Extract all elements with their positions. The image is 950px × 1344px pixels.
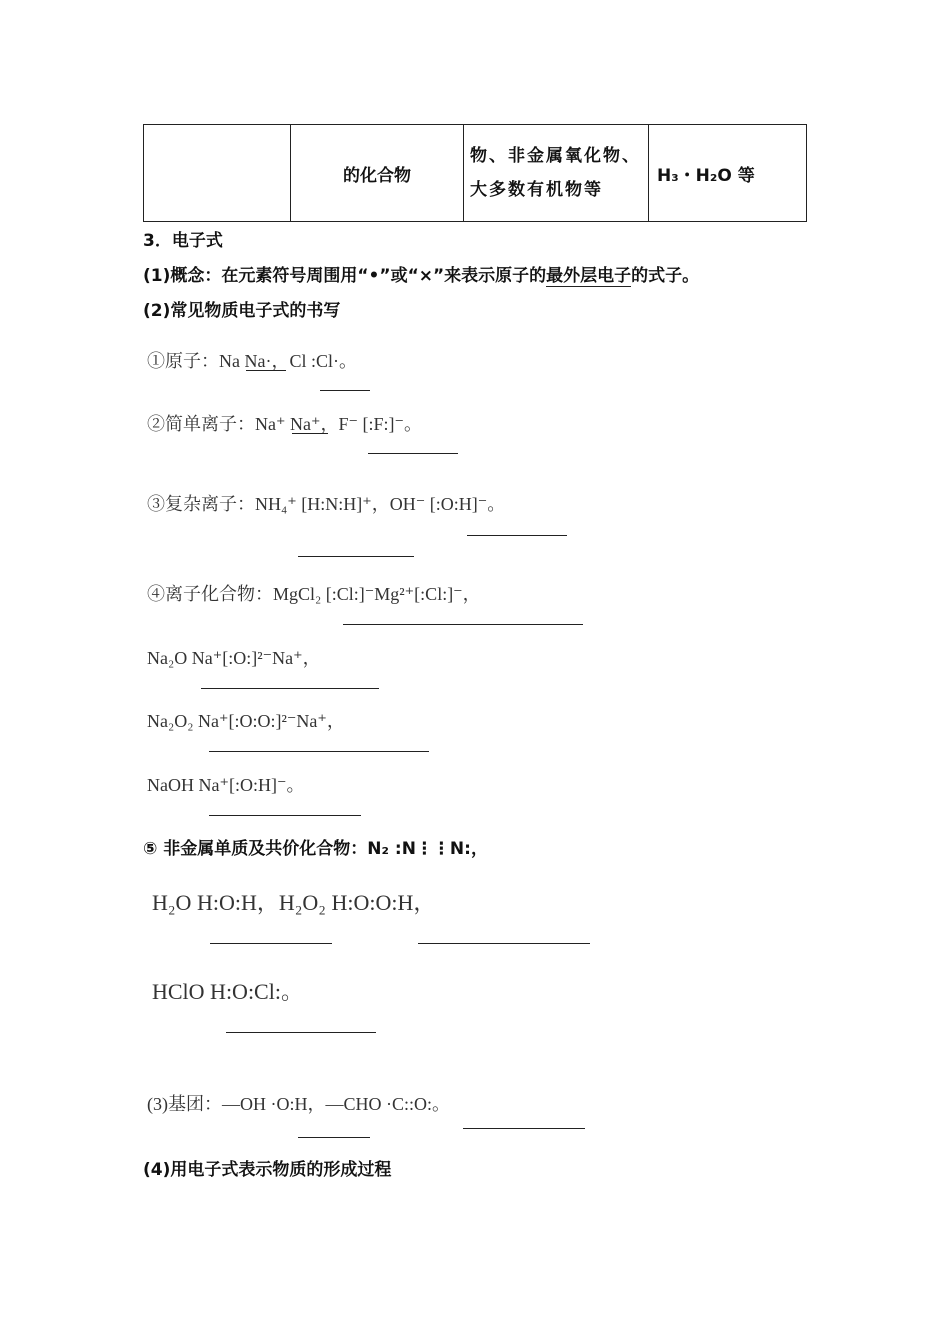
complex-ions-answer-line-1 <box>298 556 414 557</box>
na2o-answer-line <box>201 688 379 689</box>
cho-answer-line <box>463 1128 585 1129</box>
ionic-compounds-line: ④离子化合物：MgCl₂ [:Cl:]⁻Mg²⁺[:Cl:]⁻， <box>147 584 481 604</box>
atoms-answer-line-1 <box>246 370 286 371</box>
na2o2-line: Na₂O₂ Na⁺[:O:O:]²⁻Na⁺， <box>147 711 345 731</box>
complex-ions-line: ③复杂离子：NH₄⁺ [H:N:H]⁺，OH⁻ [:O:H]⁻。 <box>147 494 506 514</box>
subheading-2: (2)常见物质电子式的书写 <box>143 301 341 321</box>
section-heading: 3．电子式 <box>143 231 223 251</box>
covalent-line: ⑤ 非金属单质及共价化合物：N₂ :N⋮⋮N:， <box>143 839 488 859</box>
naoh-line: NaOH Na⁺[:O:H]⁻。 <box>147 775 305 795</box>
concept-suffix: 的式子。 <box>631 266 700 286</box>
na2o2-answer-line <box>209 751 429 752</box>
h2o-h2o2-line: H₂O H:O:H，H₂O₂ H:O:O:H， <box>152 890 436 915</box>
subheading-4: (4)用电子式表示物质的形成过程 <box>143 1160 392 1180</box>
h2o2-answer-line <box>418 943 590 944</box>
table-cell-compounds: 的化合物 <box>291 125 464 222</box>
hclo-line: HClO H:O:Cl:。 <box>152 979 303 1004</box>
table-cell-examples: 物、非金属氧化物、大多数有机物等 <box>464 125 649 222</box>
atoms-line: ①原子：Na Na·，Cl :Cl·。 <box>147 351 357 371</box>
h2o-answer-line <box>210 943 332 944</box>
concept-underlined: 最外层电子 <box>546 266 632 286</box>
simple-ions-line: ②简单离子：Na⁺ Na⁺，F⁻ [:F:]⁻。 <box>147 414 422 434</box>
classification-table <box>143 124 807 222</box>
simple-ions-answer-line-2 <box>368 453 458 454</box>
table-cell-h3h2o: H₃・H₂O 等 <box>649 125 807 222</box>
naoh-answer-line <box>209 815 361 816</box>
table-cell-empty <box>144 125 291 222</box>
groups-line: (3)基团：—OH ·O:H，—CHO ·C::O:。 <box>147 1094 450 1114</box>
concept-prefix: (1)概念：在元素符号周围用“•”或“×”来表示原子的 <box>143 266 547 286</box>
na2o-line: Na₂O Na⁺[:O:]²⁻Na⁺， <box>147 648 321 668</box>
complex-ions-answer-line-2 <box>467 535 567 536</box>
hclo-answer-line <box>226 1032 376 1033</box>
simple-ions-answer-line-1 <box>292 433 328 434</box>
concept-line <box>143 261 699 286</box>
mgcl2-answer-line <box>343 624 583 625</box>
atoms-answer-line-2 <box>320 390 370 391</box>
oh-answer-line <box>298 1137 370 1138</box>
